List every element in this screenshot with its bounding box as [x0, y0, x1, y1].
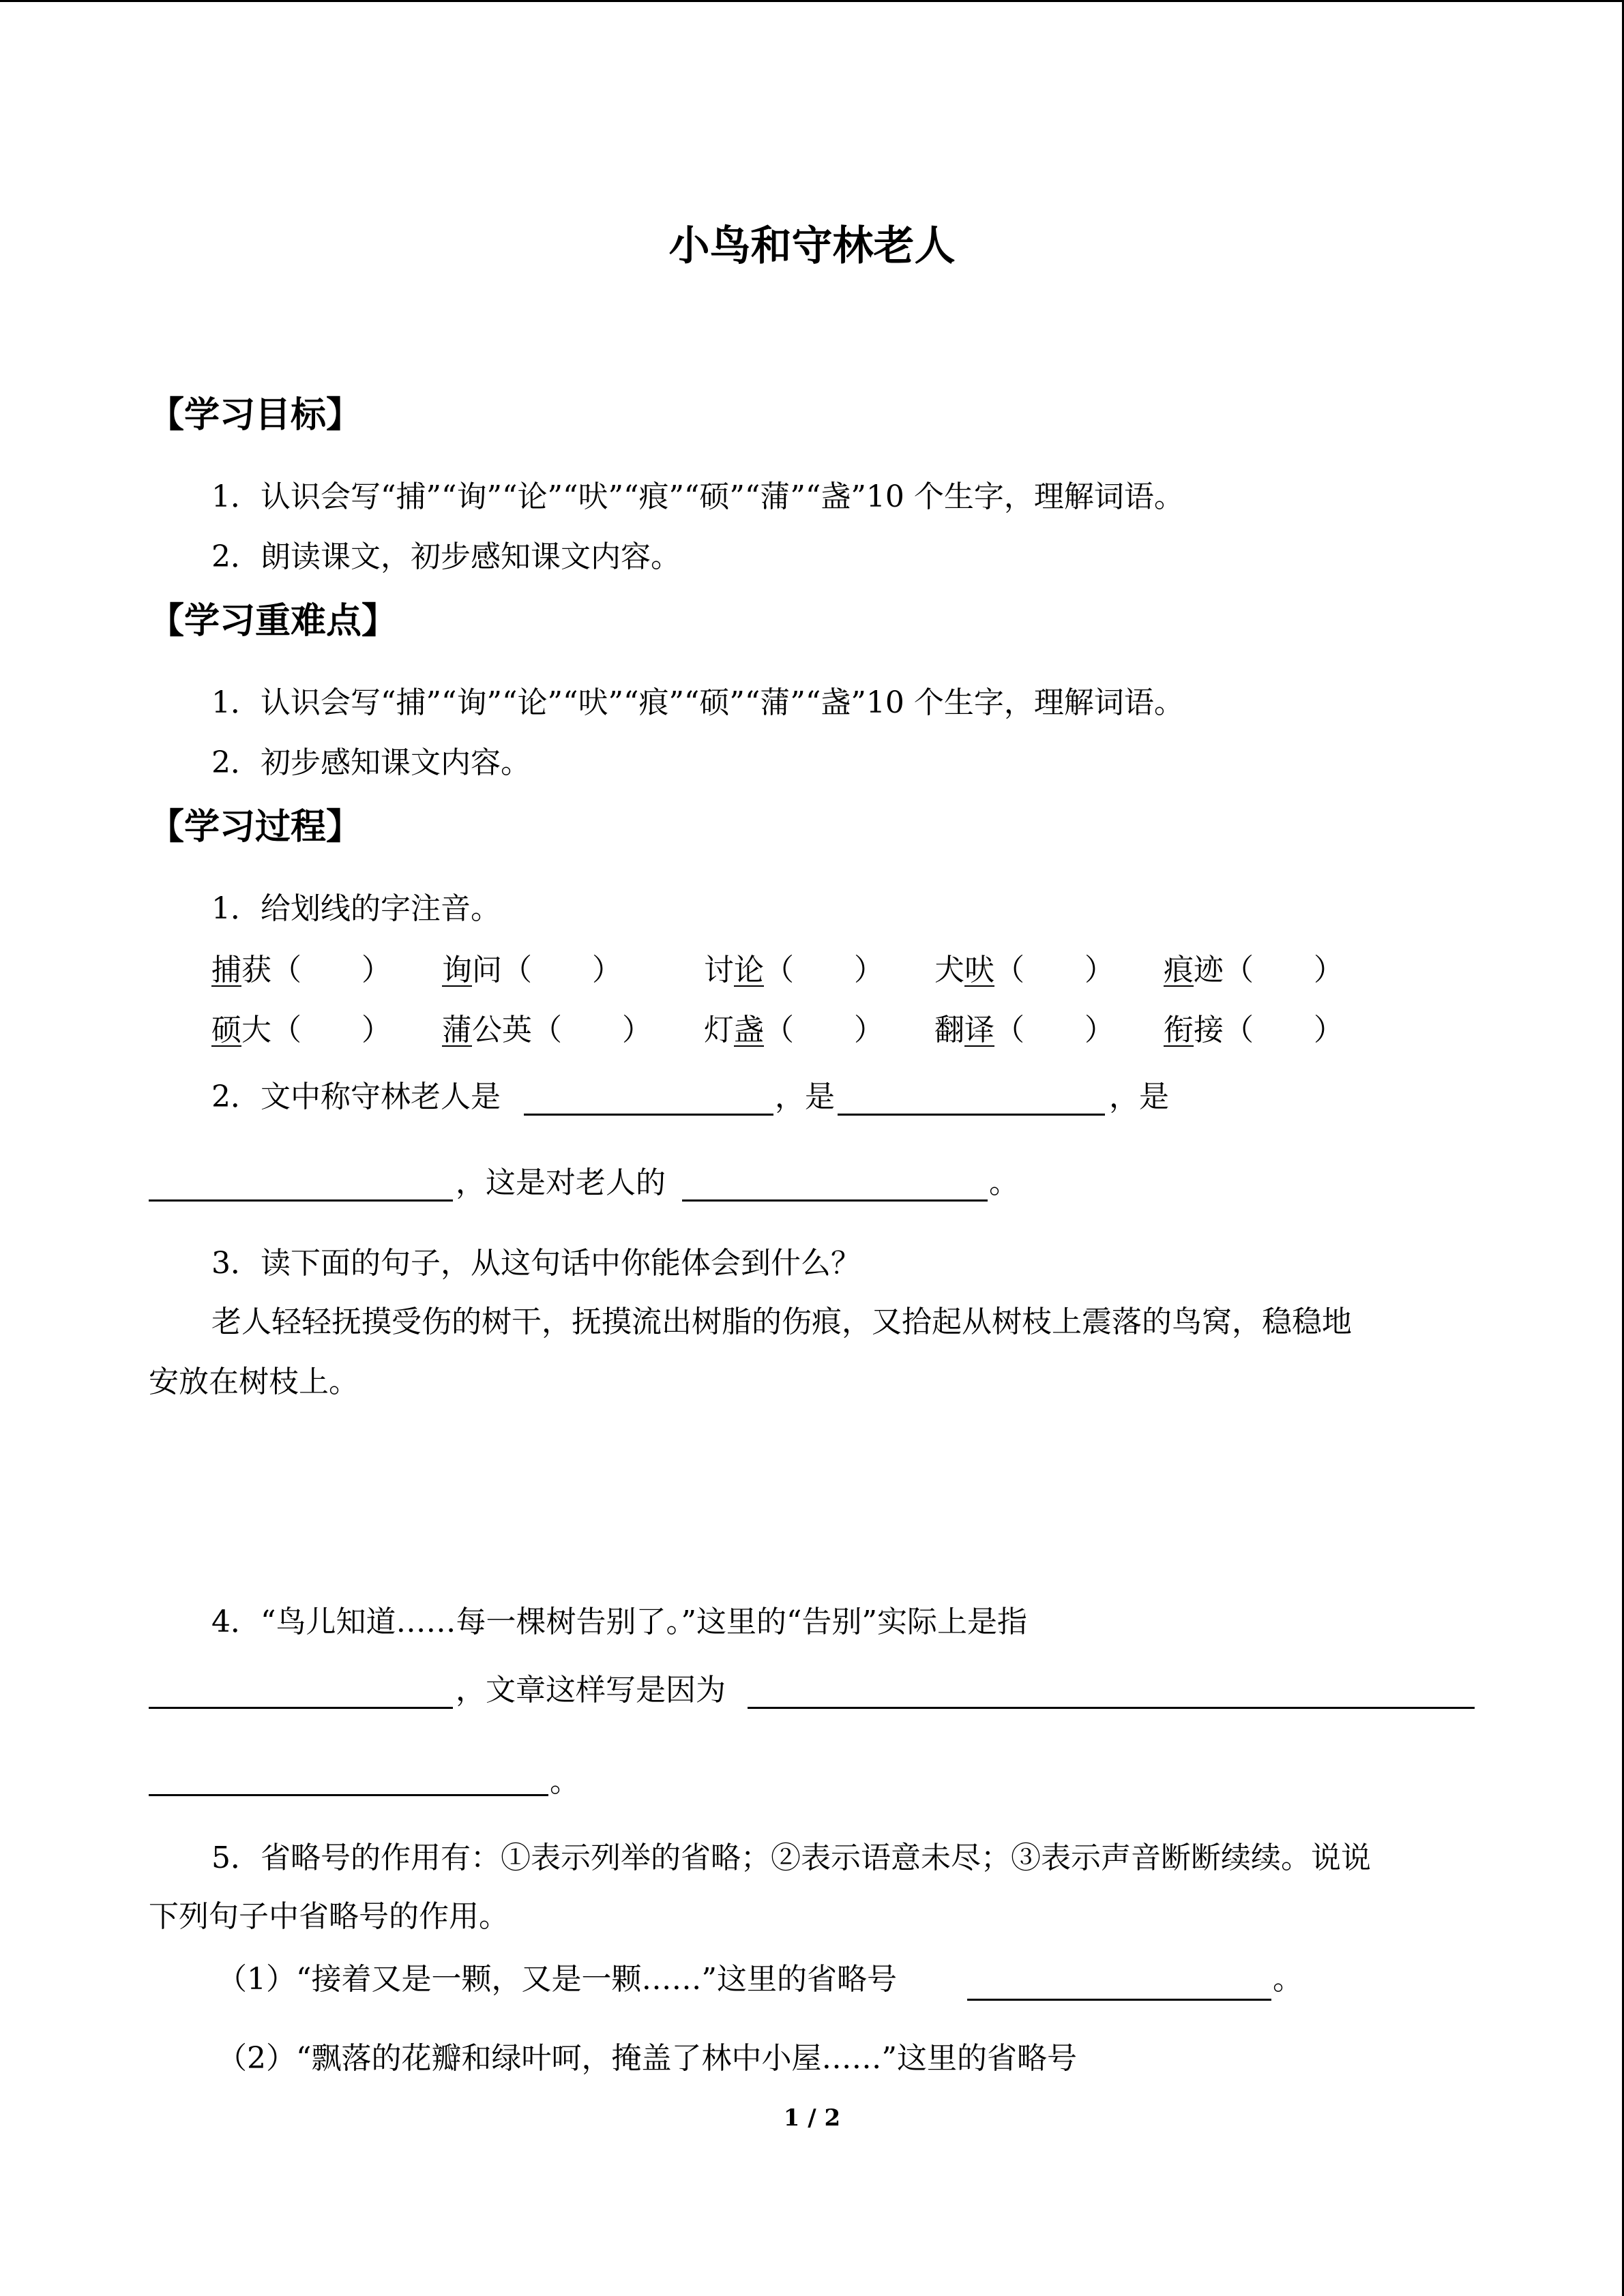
answer-blank[interactable] [149, 1794, 548, 1796]
question-4-text: 。 [550, 1764, 580, 1799]
answer-blank[interactable] [682, 1199, 988, 1202]
pinyin-item: 翻译（ ） [934, 1013, 1114, 1047]
question-1-prompt: 1．给划线的字注音。 [211, 891, 501, 926]
underlined-char: 硕 [211, 1013, 241, 1047]
question-2-text: 。 [989, 1165, 1019, 1200]
question-3-quote: 安放在树枝上。 [149, 1365, 359, 1399]
answer-blank[interactable] [149, 1707, 453, 1709]
underlined-char: 询 [442, 953, 472, 987]
section-heading-key-points: 【学习重难点】 [149, 601, 398, 642]
question-5-text: 5．省略号的作用有：①表示列举的省略；②表示语意未尽；③表示声音断断续续。说说 [211, 1840, 1371, 1875]
section-heading-goals: 【学习目标】 [149, 395, 362, 436]
underlined-char: 译 [964, 1013, 994, 1047]
pinyin-item: 犬吠（ ） [934, 953, 1114, 987]
question-4-text: 4．“鸟儿知道……每一棵树告别了。”这里的“告别”实际上是指 [211, 1605, 1027, 1639]
underlined-char: 痕 [1164, 953, 1194, 987]
underlined-char: 捕 [211, 953, 241, 987]
underlined-char: 论 [734, 953, 764, 987]
goal-item: 2．朗读课文，初步感知课文内容。 [211, 539, 681, 574]
underlined-char: 吠 [964, 953, 994, 987]
page-number: 1 / 2 [783, 2104, 841, 2132]
question-5-sub-1: 。 [1273, 1962, 1303, 1997]
answer-blank[interactable] [838, 1114, 1105, 1116]
answer-blank[interactable] [524, 1114, 773, 1116]
pinyin-item: 蒲公英（ ） [442, 1013, 652, 1047]
page-title: 小鸟和守林老人 [668, 222, 956, 270]
answer-blank[interactable] [967, 1999, 1271, 2001]
question-2-text: ，这是对老人的 [456, 1165, 666, 1200]
pinyin-item: 捕获（ ） [211, 953, 392, 987]
question-2-text: ，是 [775, 1079, 835, 1114]
question-5-sub-2: （2）“飘落的花瓣和绿叶呵，掩盖了林中小屋……”这里的省略号 [217, 2041, 1077, 2076]
answer-blank[interactable] [149, 1199, 453, 1202]
key-point-item: 2．初步感知课文内容。 [211, 745, 531, 780]
pinyin-item: 硕大（ ） [211, 1013, 392, 1047]
question-5-text: 下列句子中省略号的作用。 [149, 1899, 509, 1934]
pinyin-item: 询问（ ） [442, 953, 622, 987]
pinyin-item: 痕迹（ ） [1164, 953, 1344, 987]
question-2-text: 2．文中称守林老人是 [211, 1079, 501, 1114]
section-heading-process: 【学习过程】 [149, 807, 362, 848]
underlined-char: 盏 [734, 1013, 764, 1047]
question-3-prompt: 3．读下面的句子，从这句话中你能体会到什么？ [211, 1246, 861, 1281]
pinyin-item: 讨论（ ） [704, 953, 884, 987]
question-5-sub-1: （1）“接着又是一颗，又是一颗……”这里的省略号 [217, 1962, 897, 1997]
pinyin-item: 灯盏（ ） [704, 1013, 884, 1047]
key-point-item: 1．认识会写“捕”“询”“论”“吠”“痕”“硕”“蒲”“盏”10 个生字，理解词语。 [211, 685, 1184, 720]
underlined-char: 衔 [1164, 1013, 1194, 1047]
goal-item: 1．认识会写“捕”“询”“论”“吠”“痕”“硕”“蒲”“盏”10 个生字，理解词语。 [211, 479, 1184, 514]
underlined-char: 蒲 [442, 1013, 472, 1047]
question-4-text: ，文章这样写是因为 [456, 1673, 726, 1708]
answer-blank[interactable] [748, 1707, 1475, 1709]
question-3-quote: 老人轻轻抚摸受伤的树干，抚摸流出树脂的伤痕，又拾起从树枝上震落的鸟窝，稳稳地 [211, 1304, 1352, 1339]
pinyin-item: 衔接（ ） [1164, 1013, 1344, 1047]
question-2-text: ，是 [1109, 1079, 1169, 1114]
